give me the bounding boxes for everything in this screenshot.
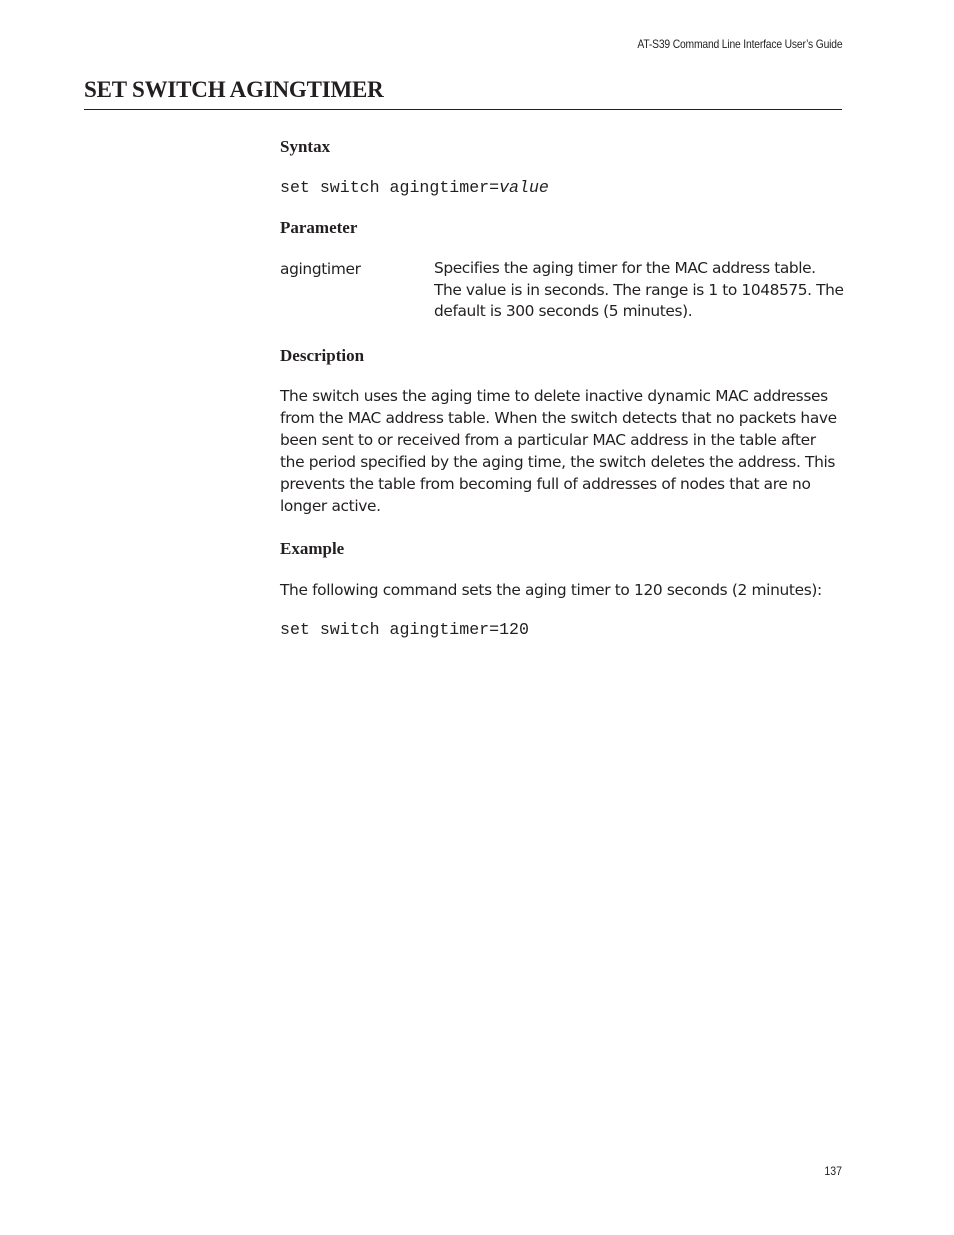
description-text: The switch uses the aging time to delete inactive dynamic MAC addresses from the MAC address table. When the switch detects that no packets have been sent to or received from a particular MAC address in the table after the period specified by the aging time, the switch deletes the address. This prevents the table from becoming full of addresses of nodes that are no longer active. [280,387,837,515]
parameter-name: agingtimer [280,260,361,278]
parameter-heading: Parameter [280,218,358,237]
syntax-command [280,178,549,197]
page-number: 137 [824,1164,842,1178]
running-header: AT-S39 Command Line Interface User’s Guide [636,37,842,51]
syntax-command-text: set switch agingtimer= [280,178,500,197]
syntax-heading: Syntax [280,137,331,156]
title-divider [84,109,842,110]
description-heading: Description [280,346,365,365]
example-command: set switch agingtimer=120 [280,620,529,639]
syntax-argument: value [499,178,549,197]
page-title: SET SWITCH AGINGTIMER [84,77,384,102]
example-heading: Example [280,539,345,558]
parameter-description: Specifies the aging timer for the MAC address table. The value is in seconds. The range is 1 to 1048575. The default is 300 seconds (5 minutes). [434,259,844,320]
example-text: The following command sets the aging timer to 120 seconds (2 minutes): [280,581,822,599]
